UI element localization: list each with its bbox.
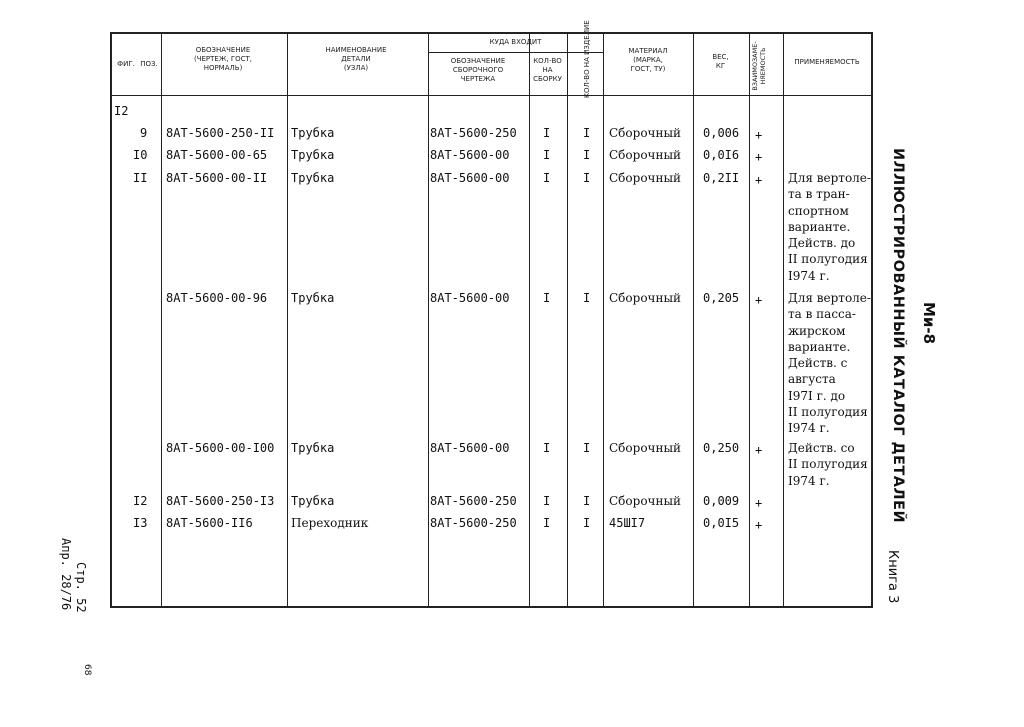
row-designation: 8АТ-5600-00-96: [166, 291, 268, 305]
revision-date: Апр. 28/76: [59, 538, 73, 611]
row-material: Сборочный: [609, 441, 682, 455]
row-material: Сборочный: [609, 171, 682, 185]
row-interchange: +: [755, 293, 763, 307]
row-designation: 8АТ-5600-II6: [166, 516, 253, 530]
header-bottom-line: [112, 95, 871, 96]
col-divider-designation: [287, 34, 288, 606]
book-number: Книга 3: [885, 550, 900, 604]
header-qty-item: КОЛ-ВО НА ИЗДЕЛИЕ: [583, 20, 591, 98]
row-designation: 8АТ-5600-00-65: [166, 148, 268, 162]
row-pos: II: [133, 171, 148, 185]
row-weight: 0,2II: [703, 171, 740, 185]
row-qty-item: I: [583, 148, 591, 162]
row-qty-assembly: I: [543, 148, 551, 162]
row-assembly: 8АТ-5600-00: [430, 171, 510, 185]
header-pos: ПОЗ.: [140, 60, 158, 68]
row-interchange: +: [755, 518, 763, 532]
header-weight: ВЕС, КГ: [712, 53, 729, 70]
row-qty-item: I: [583, 126, 591, 140]
row-material: Сборочный: [609, 126, 682, 140]
col-divider-qty-assembly: [567, 34, 568, 606]
page-number: Стр. 52: [74, 562, 88, 613]
row-note: Действ. со II полугодия I974 г.: [788, 441, 868, 488]
row-designation: 8АТ-5600-00-II: [166, 171, 268, 185]
col-divider-weight: [749, 34, 750, 606]
row-material: Сборочный: [609, 291, 682, 305]
col-divider-interchange: [783, 34, 784, 606]
row-interchange: +: [755, 150, 763, 164]
row-qty-assembly: I: [543, 494, 551, 508]
row-designation: 8АТ-5600-250-II: [166, 126, 275, 140]
row-interchange: +: [755, 173, 763, 187]
header-name: НАИМЕНОВАНИЕ ДЕТАЛИ (УЗЛА): [325, 46, 387, 72]
row-note: Для вертоле- та в пасса- жирском варианте. Действ. с августа I97I г. до II полугодия I974 г.: [788, 291, 871, 436]
header-material: МАТЕРИАЛ (МАРКА, ГОСТ, ТУ): [628, 47, 668, 73]
figure-number: I2: [114, 104, 129, 118]
row-pos: 9: [140, 126, 148, 140]
col-divider-pos: [161, 34, 162, 606]
row-qty-assembly: I: [543, 441, 551, 455]
row-designation: 8АТ-5600-00-I00: [166, 441, 275, 455]
row-note: Для вертоле- та в тран- спортном варианте. Действ. до II полугодия I974 г.: [788, 171, 871, 283]
header-interchange: ВЗАИМОЗАМЕ-НЯЕМОСТЬ: [751, 41, 767, 91]
row-qty-item: I: [583, 171, 591, 185]
header-assembly-drawing: ОБОЗНАЧЕНИЕ СБОРОЧНОГО ЧЕРТЕЖА: [450, 57, 506, 83]
col-divider-material: [693, 34, 694, 606]
row-qty-assembly: I: [543, 126, 551, 140]
row-name: Трубка: [291, 494, 335, 508]
row-qty-assembly: I: [543, 171, 551, 185]
header-fig: ФИГ.: [117, 60, 135, 68]
row-name: Трубка: [291, 126, 335, 140]
row-weight: 0,0I5: [703, 516, 740, 530]
row-weight: 0,009: [703, 494, 740, 508]
header-applicability: ПРИМЕНЯЕМОСТЬ: [794, 58, 860, 66]
header-designation: ОБОЗНАЧЕНИЕ (ЧЕРТЕЖ, ГОСТ, НОРМАЛЬ): [193, 46, 253, 72]
row-material: Сборочный: [609, 148, 682, 162]
row-pos: I0: [133, 148, 148, 162]
row-weight: 0,0I6: [703, 148, 740, 162]
col-divider-assembly: [529, 34, 530, 606]
row-weight: 0,250: [703, 441, 740, 455]
row-name: Трубка: [291, 171, 335, 185]
row-interchange: +: [755, 496, 763, 510]
row-designation: 8АТ-5600-250-I3: [166, 494, 275, 508]
footer-number: 68: [82, 664, 92, 676]
col-divider-qty-item: [603, 34, 604, 606]
row-assembly: 8АТ-5600-250: [430, 126, 517, 140]
row-weight: 0,006: [703, 126, 740, 140]
row-name: Трубка: [291, 291, 335, 305]
row-interchange: +: [755, 443, 763, 457]
row-name: Трубка: [291, 148, 335, 162]
row-assembly: 8АТ-5600-250: [430, 516, 517, 530]
row-qty-item: I: [583, 441, 591, 455]
row-pos: I2: [133, 494, 148, 508]
row-interchange: +: [755, 128, 763, 142]
col-divider-name: [428, 34, 429, 606]
row-assembly: 8АТ-5600-00: [430, 291, 510, 305]
row-qty-item: I: [583, 291, 591, 305]
row-qty-assembly: I: [543, 516, 551, 530]
row-assembly: 8АТ-5600-00: [430, 441, 510, 455]
row-assembly: 8АТ-5600-250: [430, 494, 517, 508]
row-qty-item: I: [583, 494, 591, 508]
header-enters: КУДА ВХОДИТ: [489, 38, 542, 46]
row-pos: I3: [133, 516, 148, 530]
row-qty-item: I: [583, 516, 591, 530]
row-material: 45ШI7: [609, 516, 646, 530]
row-name: Переходник: [291, 516, 369, 530]
row-weight: 0,205: [703, 291, 740, 305]
catalog-title: ИЛЛЮСТРИРОВАННЫЙ КАТАЛОГ ДЕТАЛЕЙ: [890, 148, 906, 524]
model-name: Ми-8: [920, 302, 938, 345]
header-qty-assembly: КОЛ-ВО НА СБОРКУ: [533, 57, 562, 83]
row-material: Сборочный: [609, 494, 682, 508]
row-qty-assembly: I: [543, 291, 551, 305]
row-name: Трубка: [291, 441, 335, 455]
header-subdivider: [428, 52, 603, 53]
row-assembly: 8АТ-5600-00: [430, 148, 510, 162]
